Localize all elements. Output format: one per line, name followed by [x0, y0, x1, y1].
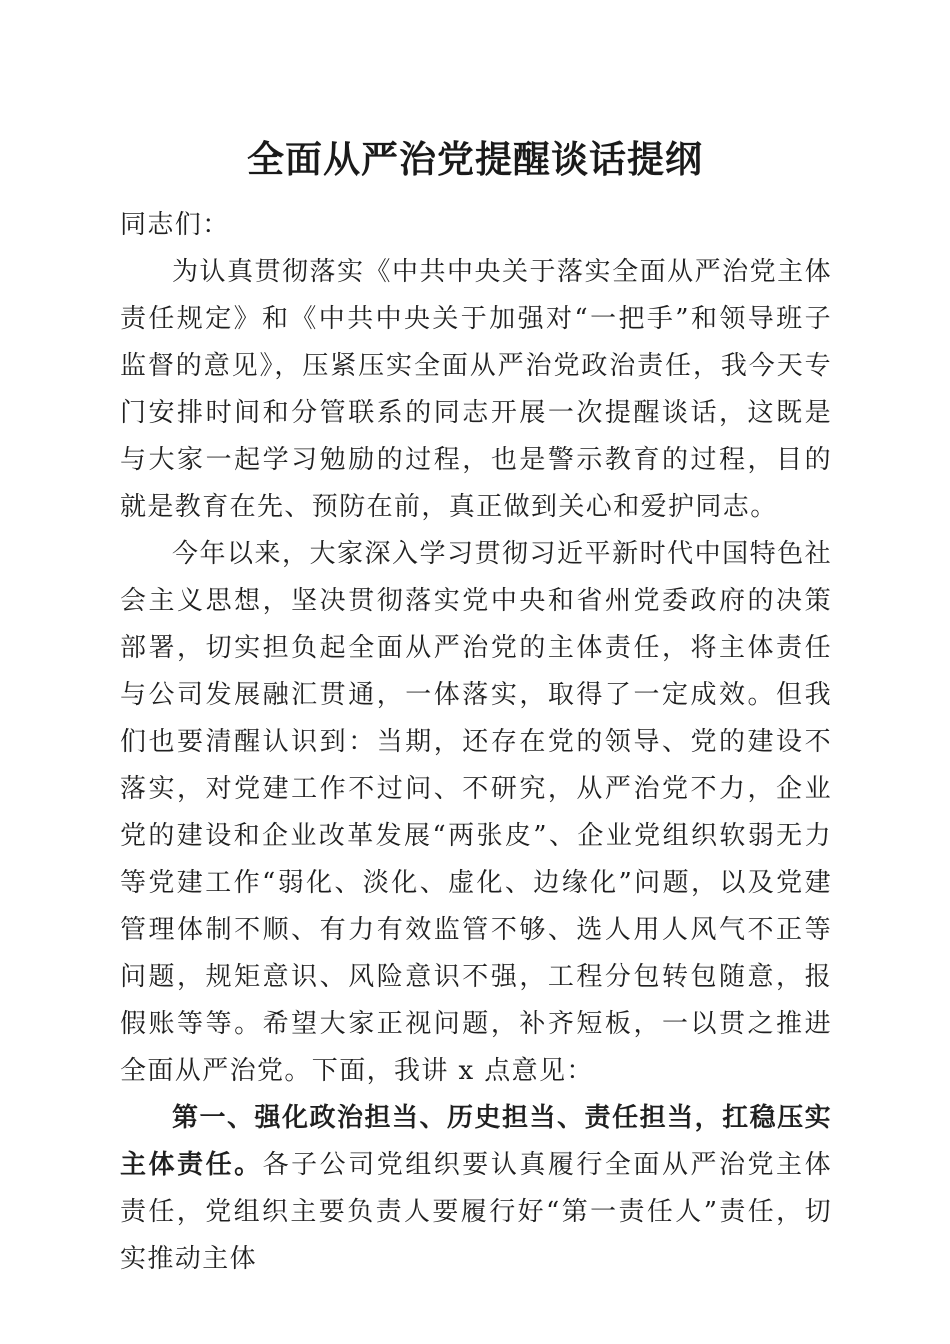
document-title: 全面从严治党提醒谈话提纲 — [247, 137, 703, 181]
section-1-text: 各子公司党组织要认真履行全面从严治党主体责任，党组织主要负责人要履行好“第一责任人”责任，切实推动主体 — [120, 1150, 832, 1274]
paragraph-situation: 今年以来，大家深入学习贯彻习近平新时代中国特色社会主义思想，坚决贯彻落实党中央和省州党委政府的决策部署，切实担负起全面从严治党的主体责任，将主体责任与公司发展融汇贯通，一体落实，取得了一定成效。但我们也要清醒认识到：当期，还存在党的领导、党的建设不落实，对党建工作不过问、不研究，从严治党不力，企业党的建设和企业改革发展“两张皮”、企业党组织软弱无力等党建工作“弱化、淡化、虚化、边缘化”问题，以及党建管理体制不顺、有力有效监管不够、选人用人风气不正等问题，规矩意识、风险意识不强，工程分包转包随意，报假账等等。希望大家正视问题，补齐短板，一以贯之推进全面从严治党。下面，我讲 x 点意见： — [120, 539, 832, 1086]
salutation: 同志们： — [120, 210, 230, 240]
paragraph-intro: 为认真贯彻落实《中共中央关于落实全面从严治党主体责任规定》和《中共中央关于加强对“一把手”和领导班子监督的意见》，压紧压实全面从严治党政治责任，我今天专门安排时间和分管联系的同志开展一次提醒谈话，这既是与大家一起学习勉励的过程，也是警示教育的过程，目的就是教育在先、预防在前，真正做到关心和爱护同志。 — [120, 257, 832, 522]
section-1-heading: 第一、强化政治担当、历史担当、责任担当，扛稳压实主体责任。 — [120, 1103, 832, 1180]
paragraph-section-1 — [120, 1095, 832, 1283]
document-body — [120, 202, 832, 1283]
